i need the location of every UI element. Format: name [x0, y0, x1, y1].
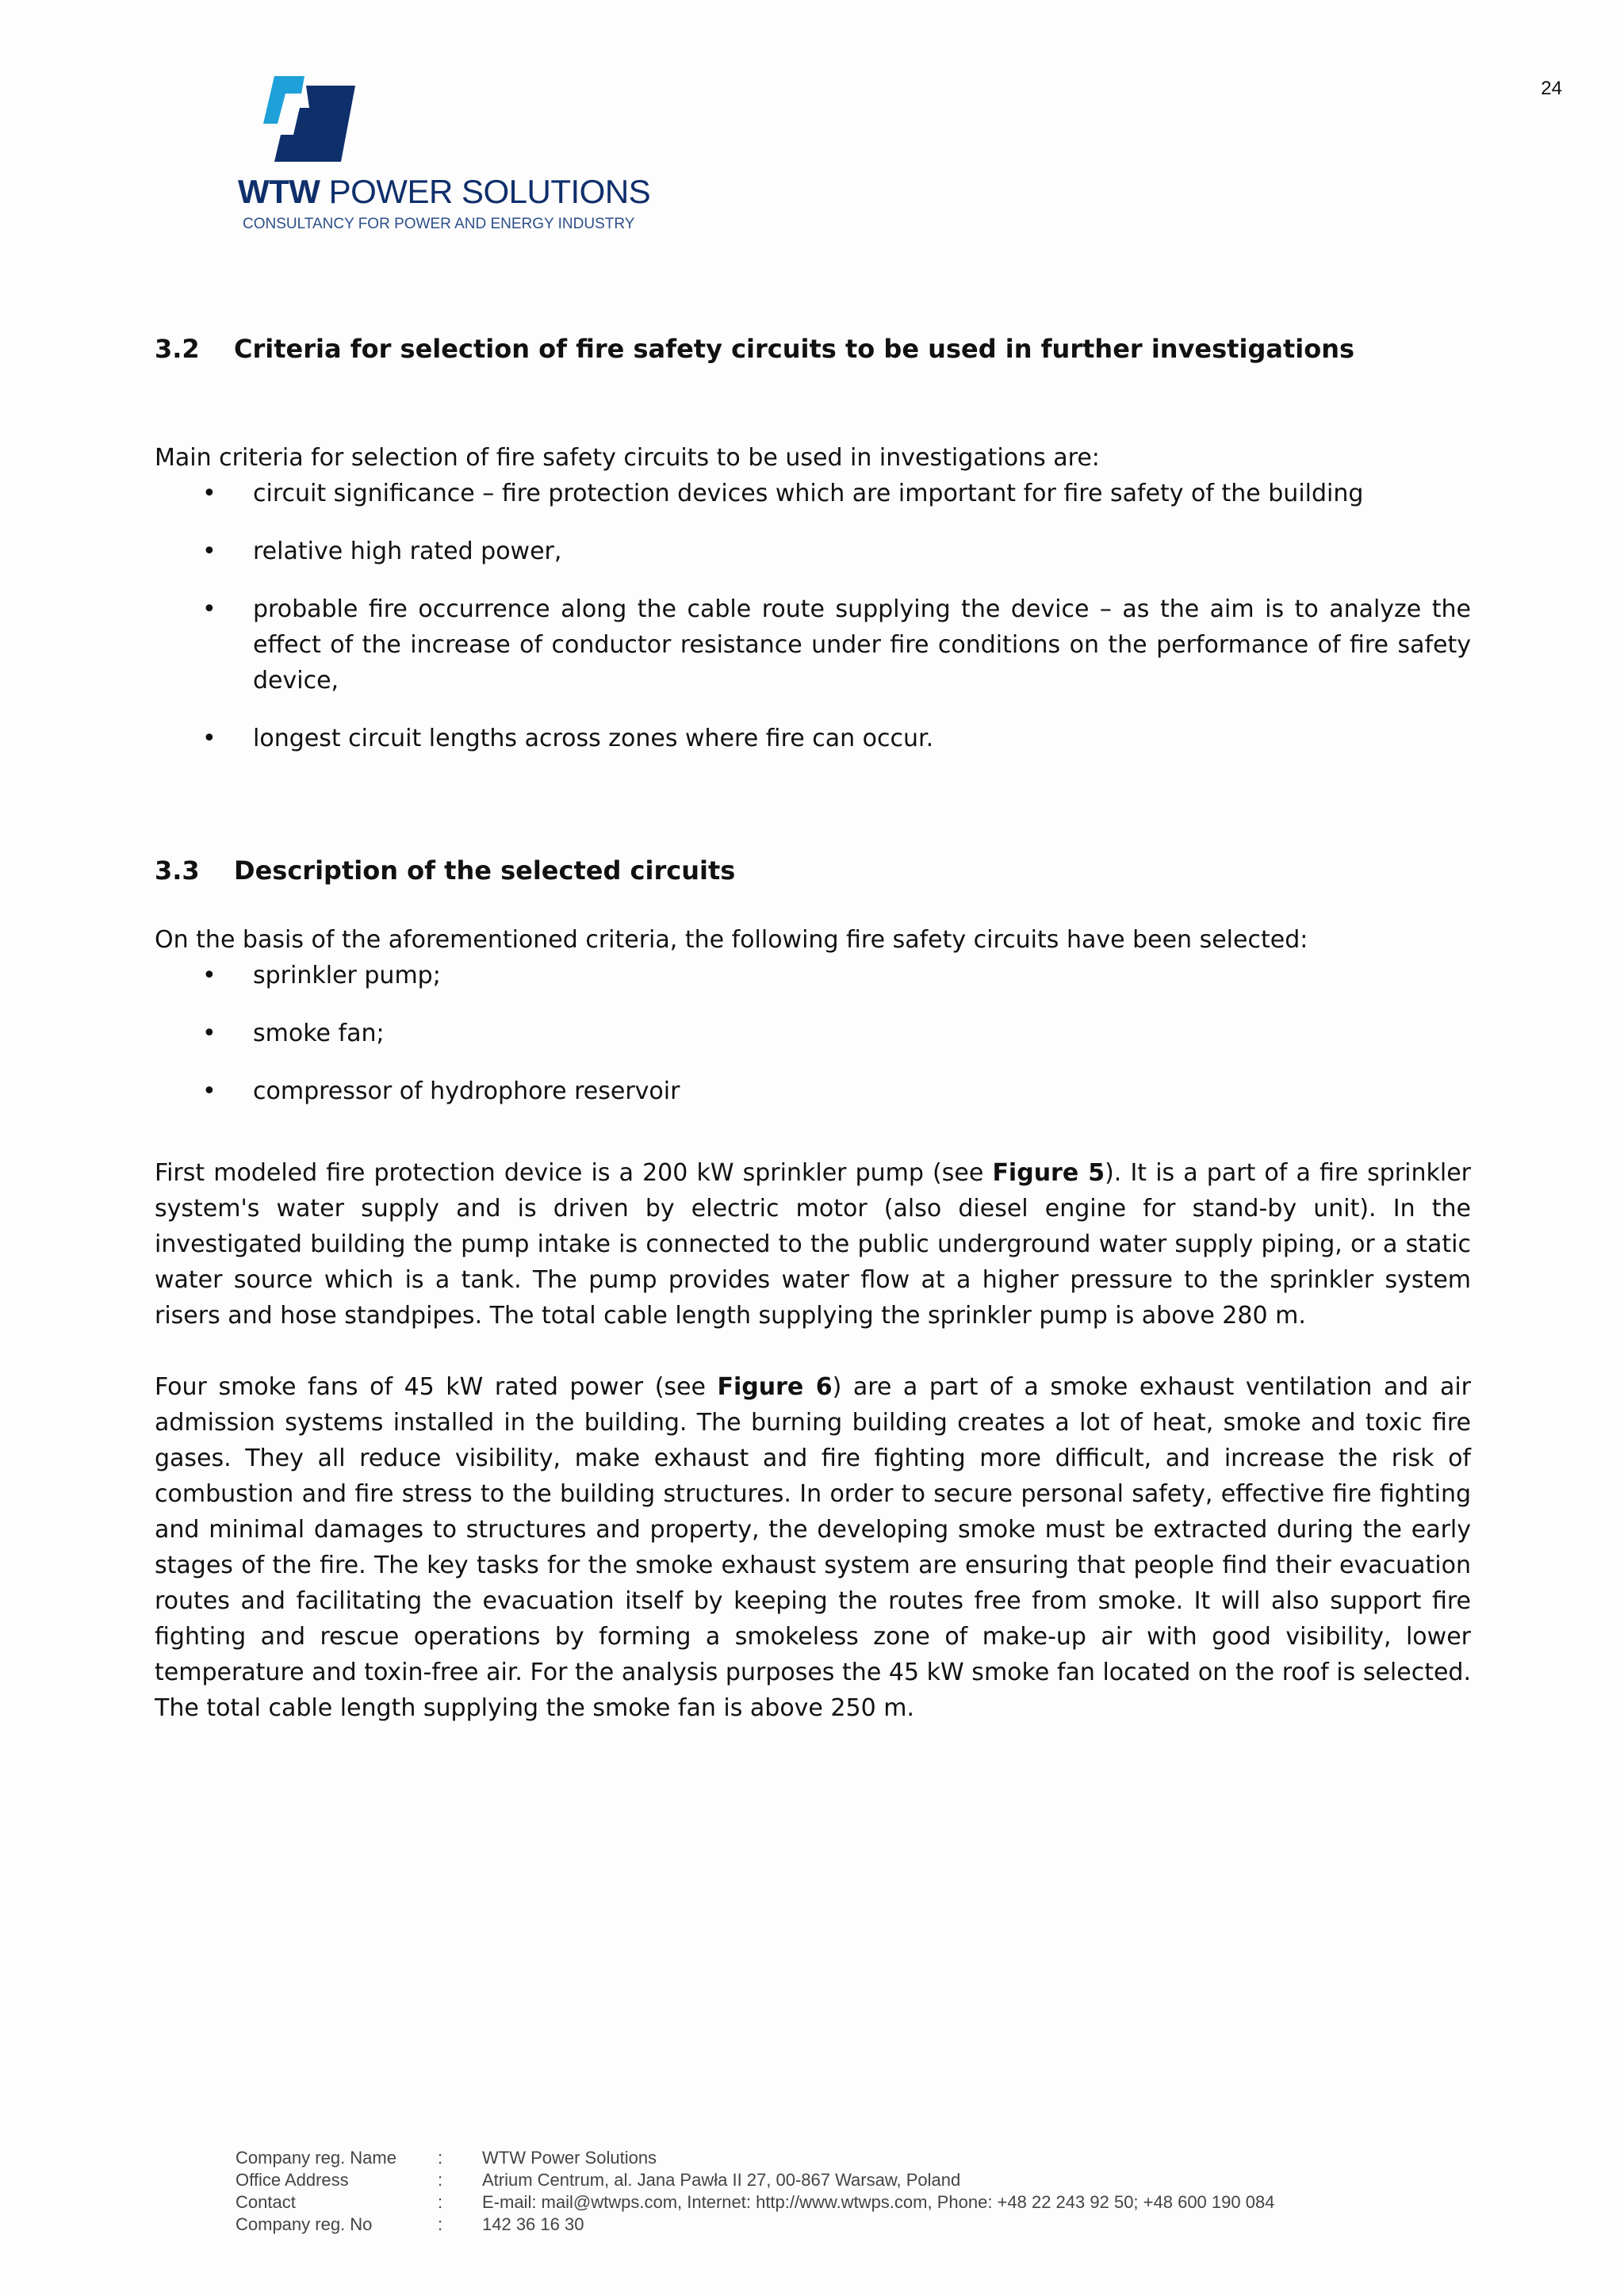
logo-name: WTW POWER SOLUTIONS: [238, 173, 651, 210]
footer-value: E-mail: mail@wtwps.com, Internet: http://www.wtwps.com, Phone: +48 22 243 92 50; +48 600 190 084: [482, 2192, 1275, 2212]
list-item: • probable fire occurrence along the cable route supplying the device – as the aim is to analyze the effect of the increase of conductor resistance under fire conditions on the performance of fire safety device,: [155, 591, 1471, 698]
company-logo: [238, 76, 682, 235]
footer-separator: :: [438, 2214, 443, 2234]
footer-separator: :: [438, 2192, 443, 2212]
footer-value: 142 36 16 30: [482, 2214, 584, 2234]
footer-row: [236, 2214, 1274, 2236]
footer-row: [236, 2147, 1274, 2169]
sprinkler-pump-paragraph: First modeled fire protection device is a 200 kW sprinkler pump (see Figure 5). It is a part of a fire sprinkler system's water supply and is driven by electric motor (also diesel engine for stand-by unit). In the investigated building the pump intake is connected to the public underground water supply piping, or a static water source which is a tank. The pump provides water flow at a higher pressure to the sprinkler system risers and hose standpipes. The total cable length supplying the sprinkler pump is above 280 m.: [155, 1159, 1471, 1330]
figure-reference: Figure 5: [992, 1159, 1105, 1188]
section-3-2-heading: [155, 333, 1471, 366]
logo-mark-icon: [254, 76, 373, 163]
footer-label: Contact: [236, 2192, 296, 2212]
page-number: 24: [1541, 78, 1562, 99]
footer-label: Company reg. No: [236, 2214, 373, 2234]
logo-tagline: CONSULTANCY FOR POWER AND ENERGY INDUSTRY: [243, 216, 635, 232]
list-item: • sprinkler pump;: [155, 958, 1471, 993]
page-footer: [236, 2147, 1274, 2236]
page-content: [155, 333, 1471, 1726]
section-number: 3.2: [155, 334, 200, 364]
footer-label: Office Address: [236, 2170, 349, 2190]
section-3-3-heading: [155, 855, 1471, 888]
list-item: • relative high rated power,: [155, 534, 1471, 569]
list-item: • smoke fan;: [155, 1016, 1471, 1051]
list-item: • circuit significance – fire protection devices which are important for fire safety of the building: [155, 476, 1471, 511]
footer-value: Atrium Centrum, al. Jana Pawła II 27, 00-867 Warsaw, Poland: [482, 2170, 961, 2190]
section-title: Criteria for selection of fire safety circuits to be used in further investigations: [234, 334, 1355, 364]
footer-value: WTW Power Solutions: [482, 2148, 657, 2168]
list-item: • compressor of hydrophore reservoir: [155, 1073, 1471, 1109]
footer-separator: :: [438, 2170, 443, 2190]
smoke-fan-paragraph: Four smoke fans of 45 kW rated power (see Figure 6) are a part of a smoke exhaust ventilation and air admission systems installed in the building. The burning building creates a lot of heat, smoke and toxic fire gases. They all reduce visibility, make exhaust and fire fighting more difficult, and increase the risk of combustion and fire stress to the building structures. In order to secure personal safety, effective fire fighting and minimal damages to structures and property, the developing smoke must be extracted during the early stages of the fire. The key tasks for the smoke exhaust system are ensuring that people find their evacuation routes and facilitating the evacuation itself by keeping the routes free from smoke. It will also support fire fighting and rescue operations by forming a smokeless zone of make-up air with good visibility, lower temperature and toxin-free air. For the analysis purposes the 45 kW smoke fan located on the roof is selected. The total cable length supplying the smoke fan is above 250 m.: [155, 1373, 1471, 1723]
list-item: • longest circuit lengths across zones where fire can occur.: [155, 721, 1471, 756]
footer-separator: :: [438, 2148, 443, 2168]
selected-circuits-list: [155, 958, 1471, 1109]
footer-label: Company reg. Name: [236, 2148, 396, 2168]
criteria-list: [155, 476, 1471, 756]
section-number: 3.3: [155, 855, 200, 886]
section-3-2-intro: Main criteria for selection of fire safety circuits to be used in investigations are:: [155, 443, 1100, 472]
figure-reference: Figure 6: [717, 1373, 833, 1402]
footer-row: [236, 2169, 1274, 2191]
footer-row: [236, 2191, 1274, 2214]
section-3-3-intro: On the basis of the aforementioned criteria, the following fire safety circuits have been selected:: [155, 926, 1308, 955]
section-title: Description of the selected circuits: [234, 855, 736, 886]
